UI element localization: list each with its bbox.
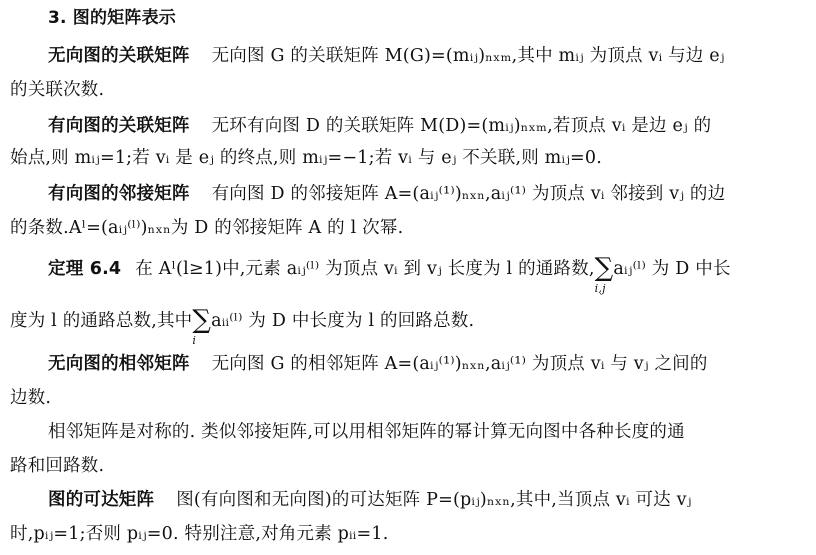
paragraph-incidence-undirected-line1 [48,44,816,68]
paragraph-theorem-line2 [10,305,816,347]
term-incidence-undirected: 无向图的关联矩阵 [48,46,190,66]
symmetric-note-text-1: 相邻矩阵是对称的. 类似邻接矩阵,可以用相邻矩阵的幂计算无向图中各种长度的通 [48,422,685,442]
incidence-directed-text-1: 无环有向图 D 的关联矩阵 M(D)=(mᵢⱼ)ₙₓₘ,若顶点 vᵢ 是边 eⱼ 的 [211,116,712,136]
adjacent-undirected-text-1: 无向图 G 的相邻矩阵 A=(aᵢⱼ⁽¹⁾)ₙₓₙ,aᵢⱼ⁽¹⁾ 为顶点 vᵢ 与 vⱼ 之间的 [211,354,708,374]
section-heading: 3. 图的矩阵表示 [48,8,177,28]
theorem-text-2a: 度为 l 的通路总数,其中 [10,311,193,331]
adjacency-directed-text-1: 有向图 D 的邻接矩阵 A=(aᵢⱼ⁽¹⁾)ₙₓₙ,aᵢⱼ⁽¹⁾ 为顶点 vᵢ 邻接到 vⱼ 的边 [211,184,726,204]
reachability-text-1: 图(有向图和无向图)的可达矩阵 P=(pᵢⱼ)ₙₓₙ,其中,当顶点 vᵢ 可达 vⱼ [176,490,692,510]
paragraph-reachability-line1 [48,488,816,512]
paragraph-adjacency-directed-line1 [48,182,816,206]
theorem-text-1b: aᵢⱼ⁽ˡ⁾ 为 D 中长 [613,259,731,279]
sum-subscript-ij: i,j [594,282,606,295]
incidence-directed-text-2: 始点,则 mᵢⱼ=1;若 vᵢ 是 eⱼ 的终点,则 mᵢⱼ=−1;若 vᵢ 与 eⱼ 不关联,则 mᵢⱼ=0. [10,148,602,168]
adjacent-undirected-text-2: 边数. [10,388,52,408]
sum-subscript-i: i [192,334,197,347]
paragraph-incidence-directed-line1 [48,114,816,138]
theorem-text-1a: 在 Aˡ(l≥1)中,元素 aᵢⱼ⁽ˡ⁾ 为顶点 vᵢ 到 vⱼ 长度为 l 的通路数, [135,259,595,279]
incidence-undirected-text-1: 无向图 G 的关联矩阵 M(G)=(mᵢⱼ)ₙₓₘ,其中 mᵢⱼ 为顶点 vᵢ 与边 eⱼ [211,46,725,66]
theorem-label: 定理 6.4 [48,259,122,279]
symmetric-note-text-2: 路和回路数. [10,456,105,476]
theorem-text-2b: aᵢᵢ⁽ˡ⁾ 为 D 中长度为 l 的回路总数. [211,311,475,331]
term-reachability: 图的可达矩阵 [48,490,155,510]
sum-symbol-i: ∑ i [192,305,212,347]
adjacency-directed-text-2: 的条数.Aˡ=(aᵢⱼ⁽ˡ⁾)ₙₓₙ为 D 的邻接矩阵 A 的 l 次幂. [10,218,404,238]
term-adjacency-directed: 有向图的邻接矩阵 [48,184,190,204]
paragraph-adjacent-undirected-line1 [48,352,816,376]
term-incidence-directed: 有向图的关联矩阵 [48,116,190,136]
term-adjacent-undirected: 无向图的相邻矩阵 [48,354,190,374]
paragraph-theorem-line1 [48,253,816,295]
reachability-text-2: 时,pᵢⱼ=1;否则 pᵢⱼ=0. 特别注意,对角元素 pᵢᵢ=1. [10,524,389,544]
incidence-undirected-text-2: 的关联次数. [10,80,105,100]
sum-symbol-ij: ∑ i,j [594,253,614,295]
